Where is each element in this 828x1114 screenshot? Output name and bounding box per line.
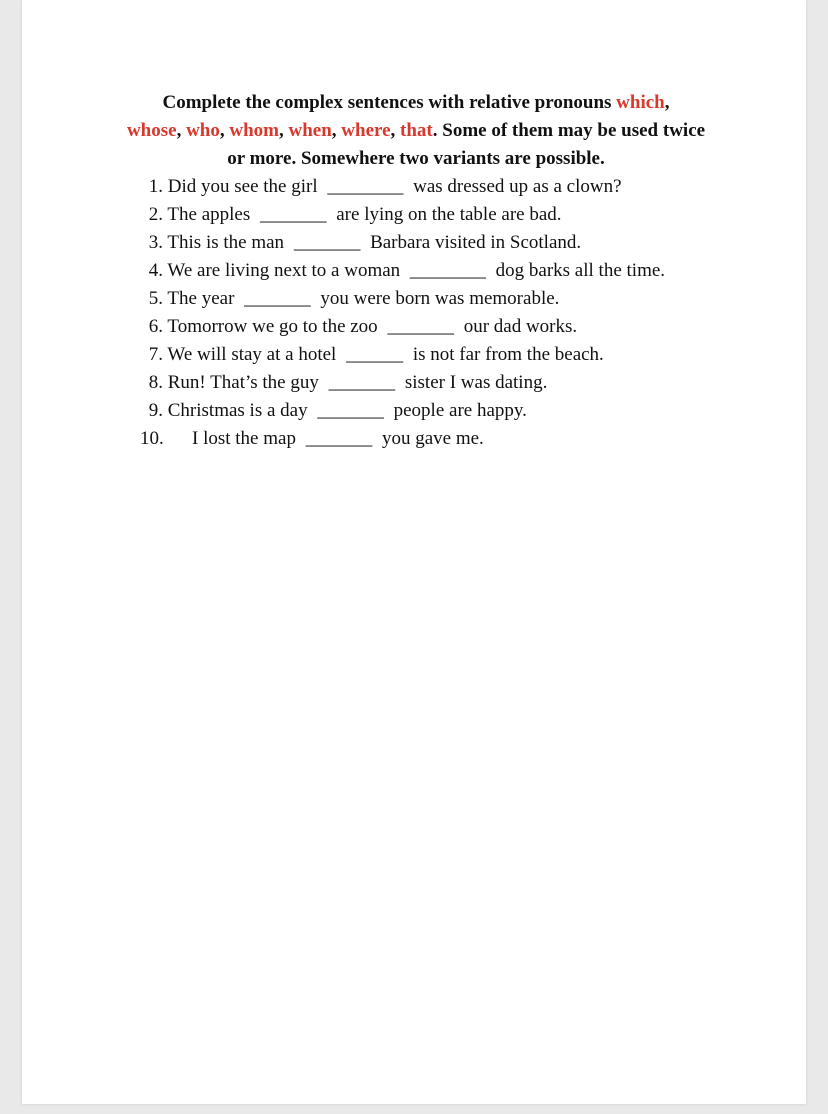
item-number: 8.	[148, 372, 163, 393]
sentence-start: I lost the map	[192, 428, 296, 449]
sentence-end: was dressed up as a clown?	[413, 176, 622, 197]
pronoun-whom: whom	[229, 120, 279, 141]
answer-blank: _______	[317, 400, 384, 421]
answer-blank: ______	[346, 344, 404, 365]
answer-blank: _______	[305, 428, 373, 449]
sentence-start: Christmas is a day	[167, 400, 308, 421]
sentence-end: Barbara visited in Scotland.	[370, 232, 582, 253]
sentence-end: you were born was memorable.	[320, 288, 560, 309]
sentence-end: you gave me.	[381, 428, 484, 449]
answer-blank: ________	[327, 176, 404, 197]
sentence-end: are lying on the table are bad.	[336, 204, 562, 225]
exercise-list	[140, 173, 780, 453]
sentence-start: We will stay at a hotel	[167, 344, 337, 365]
answer-blank: _______	[387, 316, 454, 337]
item-number: 5.	[148, 288, 163, 309]
exercise-item	[140, 173, 780, 201]
answer-blank: _______	[260, 204, 327, 225]
item-number: 1.	[148, 176, 163, 197]
document-page	[22, 0, 806, 1104]
sentence-end: people are happy.	[393, 400, 527, 421]
exercise-item	[140, 257, 780, 285]
sentence-start: Tomorrow we go to the zoo	[167, 316, 378, 337]
exercise-item	[140, 369, 780, 397]
exercise-item	[140, 285, 780, 313]
sentence-start: Did you see the girl	[167, 176, 318, 197]
sentence-start: Run! That’s the guy	[167, 372, 319, 393]
item-number: 9.	[148, 400, 163, 421]
sentence-start: The year	[167, 288, 235, 309]
exercise-item	[140, 313, 780, 341]
pronoun-who: who	[186, 120, 220, 141]
instructions-lead: Complete the complex sentences with relative pronouns	[162, 92, 612, 113]
instructions-text: Complete the complex sentences with relative pronouns which, whose, who, whom, when, where, that. Some of them may be used twice or more. Somewhere two variants are possible.	[126, 92, 706, 169]
sentence-start: This is the man	[167, 232, 285, 253]
exercise-item	[140, 341, 780, 369]
item-number: 4.	[148, 260, 163, 281]
item-number: 2.	[148, 204, 163, 225]
exercise-item	[140, 425, 780, 453]
pronoun-when: when	[288, 120, 332, 141]
answer-blank: _______	[244, 288, 311, 309]
sentence-end: sister I was dating.	[404, 372, 548, 393]
pronoun-that: that	[400, 120, 433, 141]
item-number: 7.	[148, 344, 163, 365]
pronoun-which: which	[616, 92, 665, 113]
exercise-item	[140, 201, 780, 229]
item-number: 3.	[148, 232, 163, 253]
sentence-start: We are living next to a woman	[167, 260, 401, 281]
answer-blank: ________	[409, 260, 486, 281]
pronoun-where: where	[341, 120, 391, 141]
answer-blank: _______	[328, 372, 396, 393]
exercise-item	[140, 397, 780, 425]
pronoun-whose: whose	[126, 120, 177, 141]
item-number: 6.	[148, 316, 163, 337]
sentence-end: is not far from the beach.	[412, 344, 604, 365]
sentence-end: our dad works.	[463, 316, 578, 337]
exercise-item	[140, 229, 780, 257]
instructions-tail: Some of them may be used twice or more. Somewhere two variants are possible.	[227, 120, 706, 169]
sentence-end: dog barks all the time.	[495, 260, 666, 281]
sentence-start: The apples	[167, 204, 251, 225]
item-number: 10.	[140, 428, 164, 449]
answer-blank: _______	[293, 232, 361, 253]
